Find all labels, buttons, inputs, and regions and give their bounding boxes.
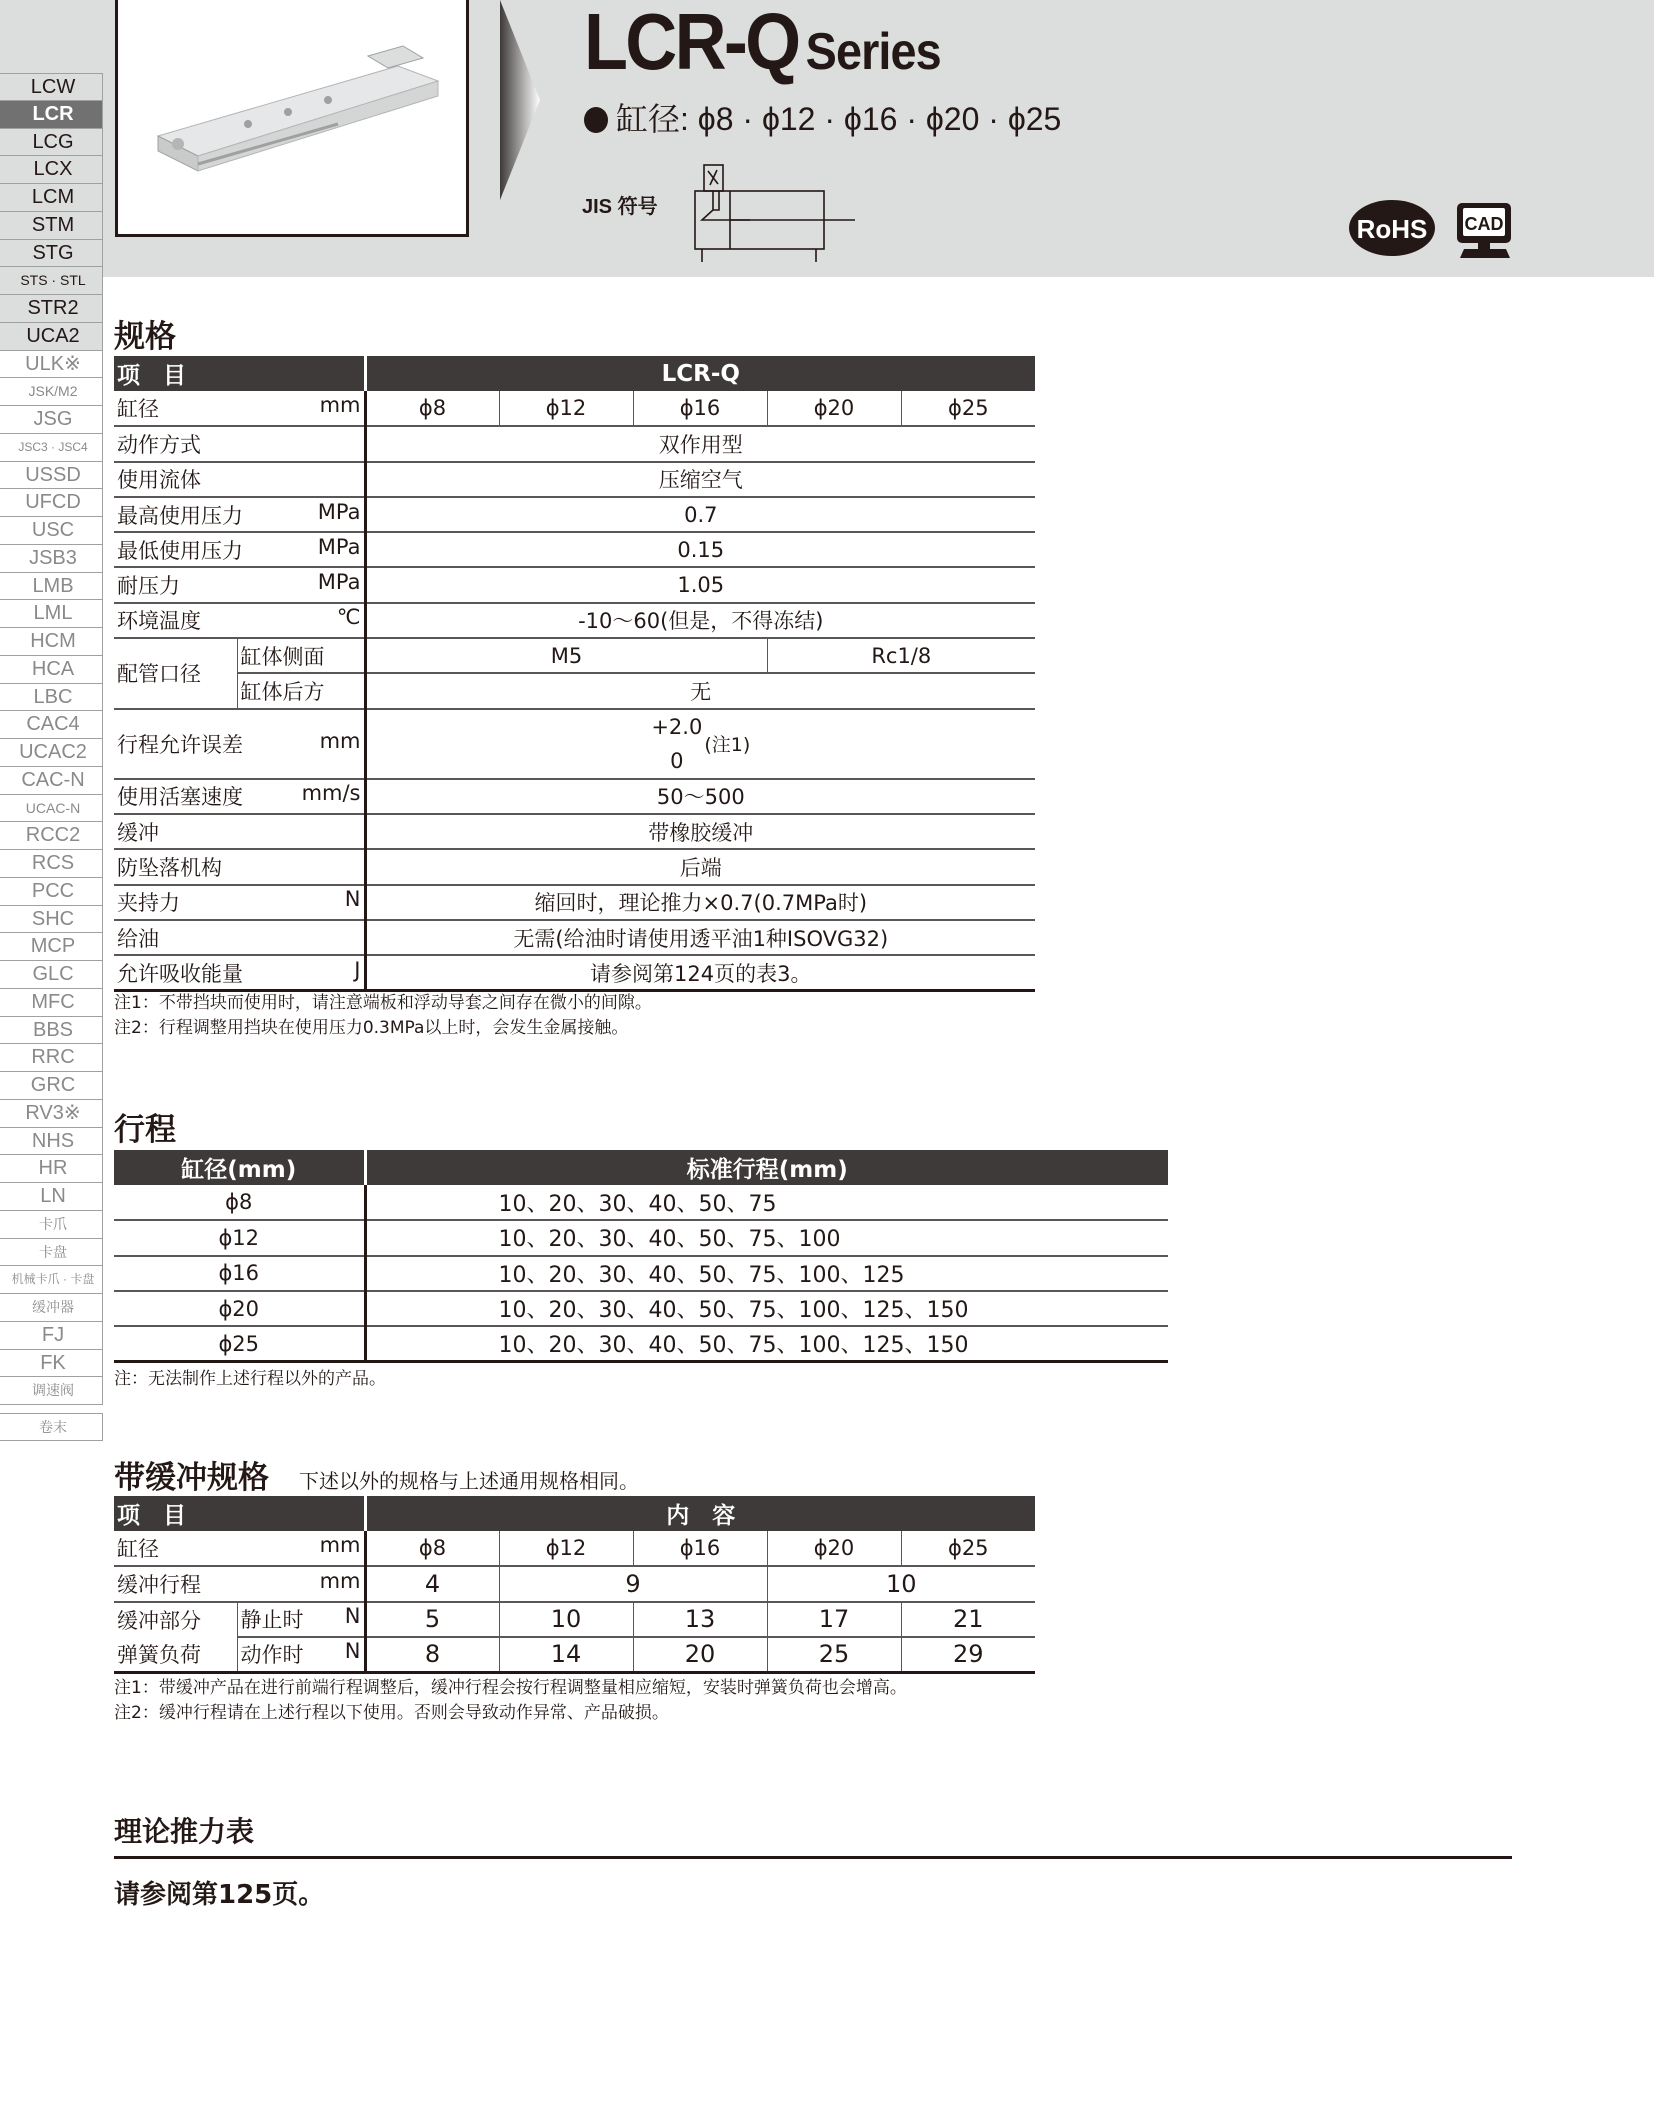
bore-cell: ϕ16 <box>633 391 767 426</box>
sidebar-item[interactable]: RV3※ <box>0 1100 103 1128</box>
cushion-subtitle: 下述以外的规格与上述通用规格相同。 <box>299 1469 639 1493</box>
row-label: 动作方式 <box>117 432 201 457</box>
sidebar-item[interactable]: JSG <box>0 406 103 434</box>
table-row <box>114 709 1035 779</box>
table-row <box>114 885 1035 920</box>
table-row <box>114 1566 1035 1601</box>
model-name: LCR-Q <box>584 0 799 86</box>
specs-header-row <box>114 356 1035 391</box>
bore-cell: ϕ20 <box>114 1291 365 1326</box>
sidebar-item[interactable]: STM <box>0 212 103 240</box>
sidebar-item[interactable]: FJ <box>0 1322 103 1350</box>
sidebar-item[interactable]: PCC <box>0 878 103 906</box>
value-cell: -10～60(但是，不得冻结) <box>365 603 1035 638</box>
row-unit: MPa <box>317 570 361 595</box>
product-image-frame <box>115 0 469 237</box>
header-item: 项 目 <box>114 1496 365 1531</box>
table-row <box>114 603 1035 638</box>
sidebar-item[interactable]: 卡爪 <box>0 1211 103 1239</box>
sidebar-item[interactable]: USC <box>0 517 103 545</box>
value-cell: Rc1/8 <box>767 638 1035 673</box>
row-label: 允许吸收能量 <box>117 961 243 986</box>
table-row <box>114 638 1035 673</box>
cushion-note-1: 注1：带缓冲产品在进行前端行程调整后，缓冲行程会按行程调整量相应缩短，安装时弹簧负荷也会增高。 <box>114 1678 907 1698</box>
value-cell: 带橡胶缓冲 <box>365 814 1035 849</box>
table-row <box>114 1531 1035 1566</box>
row-unit: mm/s <box>301 781 361 806</box>
value-cell: 无 <box>365 673 1035 708</box>
sidebar-item[interactable]: HCA <box>0 656 103 684</box>
table-row <box>114 673 1035 708</box>
row-unit: mm <box>319 1568 361 1593</box>
value-cell: 无需(给油时请使用透平油1种ISOVG32) <box>365 920 1035 955</box>
sidebar-item[interactable]: JSC3 · JSC4 <box>0 434 103 462</box>
row-sublabel: 静止时 <box>240 1608 304 1633</box>
specs-note-1: 注1：不带挡块而使用时，请注意端板和浮动导套之间存在微小的间隙。 <box>114 993 652 1013</box>
header-item: 项 目 <box>114 356 365 391</box>
sidebar-item[interactable]: UCAC2 <box>0 739 103 767</box>
header-stroke: 标准行程(mm) <box>365 1150 1168 1185</box>
table-row <box>114 567 1035 602</box>
table-row <box>114 1185 1168 1220</box>
value-cell: 请参阅第124页的表3。 <box>365 955 1035 990</box>
value-cell: 17 <box>767 1602 901 1637</box>
bore-cell: ϕ25 <box>901 391 1035 426</box>
bore-cell: ϕ25 <box>114 1326 365 1361</box>
value-cell: 21 <box>901 1602 1035 1637</box>
value-cell: M5 <box>365 638 767 673</box>
row-unit: MPa <box>317 534 361 559</box>
sidebar-item[interactable]: RCS <box>0 850 103 878</box>
sidebar-item[interactable]: LN <box>0 1183 103 1211</box>
row-unit: mm <box>319 393 361 418</box>
cushion-note-2: 注2：缓冲行程请在上述行程以下使用。否则会导致动作异常、产品破损。 <box>114 1703 669 1723</box>
value-cell: 25 <box>767 1637 901 1672</box>
table-row <box>114 1220 1168 1255</box>
sidebar-item[interactable]: 调速阀 <box>0 1377 103 1405</box>
thrust-reference-link[interactable]: 请参阅第125页。 <box>114 1880 325 1910</box>
header-bore: 缸径(mm) <box>114 1150 365 1185</box>
row-label: 缓冲行程 <box>117 1572 201 1597</box>
value-cell: 50～500 <box>365 779 1035 814</box>
row-label: 夹持力 <box>117 891 180 916</box>
value-cell: 10 <box>499 1602 633 1637</box>
value-cell: 0.15 <box>365 532 1035 567</box>
bore-cell: ϕ25 <box>901 1531 1035 1566</box>
sidebar-item[interactable]: STS · STL <box>0 267 103 295</box>
table-row <box>114 532 1035 567</box>
row-label: 弹簧负荷 <box>114 1637 237 1672</box>
sidebar-item[interactable]: LBC <box>0 684 103 712</box>
value-cell: 5 <box>365 1602 499 1637</box>
value-cell: 4 <box>365 1566 499 1601</box>
row-unit: J <box>354 957 361 982</box>
sidebar-item[interactable]: LML <box>0 600 103 628</box>
specs-section-title: 规格 <box>114 319 176 355</box>
sidebar-item[interactable]: FK <box>0 1350 103 1378</box>
product-image <box>138 36 448 176</box>
sidebar-item[interactable]: LCX <box>0 156 103 184</box>
bore-cell: ϕ20 <box>767 391 901 426</box>
bore-cell: ϕ12 <box>114 1220 365 1255</box>
table-row <box>114 462 1035 497</box>
row-unit: N <box>344 1639 361 1664</box>
row-unit: N <box>344 887 361 912</box>
bore-summary-label: 缸径: <box>616 101 689 137</box>
sidebar-item[interactable]: UFCD <box>0 489 103 517</box>
value-cell: 14 <box>499 1637 633 1672</box>
row-label: 使用活塞速度 <box>117 785 243 810</box>
sidebar-item[interactable]: JSK/M2 <box>0 378 103 406</box>
svg-text:CAD: CAD <box>1464 214 1504 234</box>
sidebar-item[interactable]: CAC-N <box>0 767 103 795</box>
sidebar-item[interactable]: RRC <box>0 1044 103 1072</box>
table-row <box>114 1256 1168 1291</box>
row-label: 缸径 <box>117 397 159 422</box>
stroke-header-row <box>114 1150 1168 1185</box>
section-arrow-icon <box>500 0 540 200</box>
stroke-note: 注：无法制作上述行程以外的产品。 <box>114 1369 386 1389</box>
sidebar-item[interactable]: USSD <box>0 462 103 490</box>
value-cell: 20 <box>633 1637 767 1672</box>
cushion-header-row <box>114 1496 1035 1531</box>
specs-table <box>114 356 1035 992</box>
tolerance-upper: +2.0 <box>651 714 703 739</box>
header-content: 内 容 <box>365 1496 1035 1531</box>
specs-note-2: 注2：行程调整用挡块在使用压力0.3MPa以上时，会发生金属接触。 <box>114 1018 629 1038</box>
row-unit: N <box>344 1604 361 1629</box>
header-model: LCR-Q <box>365 356 1035 391</box>
row-label: 使用流体 <box>117 468 201 493</box>
bore-cell: ϕ8 <box>365 1531 499 1566</box>
thrust-divider <box>114 1856 1512 1859</box>
sidebar-item[interactable]: CAC4 <box>0 711 103 739</box>
table-row <box>114 391 1035 426</box>
table-row <box>114 1326 1168 1361</box>
sidebar-item[interactable]: JSB3 <box>0 545 103 573</box>
sidebar-item-end[interactable]: 卷末 <box>0 1413 103 1441</box>
sidebar-item[interactable]: SHC <box>0 906 103 934</box>
row-label: 最低使用压力 <box>117 538 243 563</box>
sidebar-item[interactable]: UCA2 <box>0 323 103 351</box>
row-unit: MPa <box>317 499 361 524</box>
bore-cell: ϕ20 <box>767 1531 901 1566</box>
cushion-table <box>114 1496 1035 1674</box>
bore-cell: ϕ8 <box>365 391 499 426</box>
value-cell: 8 <box>365 1637 499 1672</box>
row-unit: mm <box>319 728 361 753</box>
value-cell: 9 <box>499 1566 767 1601</box>
bullet-icon <box>584 107 608 133</box>
tolerance-note: (注1) <box>704 734 751 757</box>
sidebar-item[interactable]: ULK※ <box>0 351 103 379</box>
row-label: 配管口径 <box>114 638 237 709</box>
sidebar-item[interactable]: NHS <box>0 1128 103 1156</box>
rohs-badge-icon <box>1348 199 1436 257</box>
row-label: 环境温度 <box>117 609 201 634</box>
table-row <box>114 955 1035 990</box>
sidebar-item[interactable]: LCR <box>0 101 103 129</box>
jis-symbol-label: JIS 符号 <box>582 196 658 218</box>
sidebar-item[interactable]: RCC2 <box>0 822 103 850</box>
cad-badge-icon <box>1454 201 1516 259</box>
bore-cell: ϕ16 <box>114 1256 365 1291</box>
row-label: 缓冲部分 <box>117 1608 201 1633</box>
row-label: 缓冲 <box>117 820 159 845</box>
bore-summary <box>584 94 1061 140</box>
value-cell: 双作用型 <box>365 426 1035 461</box>
row-label: 给油 <box>117 926 159 951</box>
stroke-values: 10、20、30、40、50、75、100、125、150 <box>365 1291 1168 1326</box>
tolerance-value <box>651 710 750 778</box>
series-index-sidebar <box>0 73 103 1441</box>
sidebar-item[interactable]: STR2 <box>0 295 103 323</box>
row-unit: mm <box>319 1533 361 1558</box>
sidebar-item[interactable]: UCAC-N <box>0 795 103 823</box>
jis-cylinder-symbol-icon <box>690 162 870 272</box>
value-cell: 压缩空气 <box>365 462 1035 497</box>
sidebar-item[interactable]: 机械卡爪 · 卡盘 <box>0 1266 103 1294</box>
sidebar-item[interactable]: HCM <box>0 628 103 656</box>
cushion-title-text: 带缓冲规格 <box>114 1460 269 1496</box>
table-row <box>114 1637 1035 1672</box>
stroke-values: 10、20、30、40、50、75 <box>365 1185 1168 1220</box>
stroke-table <box>114 1150 1168 1363</box>
sidebar-item[interactable]: 卡盘 <box>0 1239 103 1267</box>
bore-cell: ϕ12 <box>499 1531 633 1566</box>
series-label: Series <box>805 23 941 81</box>
sidebar-item[interactable]: LMB <box>0 573 103 601</box>
stroke-values: 10、20、30、40、50、75、100 <box>365 1220 1168 1255</box>
row-label: 耐压力 <box>117 574 180 599</box>
row-unit: ℃ <box>336 605 361 630</box>
table-row <box>114 1602 1035 1637</box>
row-label: 行程允许误差 <box>117 732 243 757</box>
table-row <box>114 814 1035 849</box>
bore-cell: ϕ16 <box>633 1531 767 1566</box>
row-sublabel: 缸体侧面 <box>237 638 365 673</box>
value-cell: 10 <box>767 1566 1035 1601</box>
sidebar-item[interactable]: 缓冲器 <box>0 1294 103 1322</box>
cushion-section-title <box>114 1452 639 1497</box>
sidebar-item[interactable]: STG <box>0 240 103 268</box>
sidebar-item[interactable]: MFC <box>0 989 103 1017</box>
table-row <box>114 779 1035 814</box>
table-row <box>114 849 1035 884</box>
sidebar-item[interactable]: LCW <box>0 73 103 101</box>
row-label: 缸径 <box>117 1537 159 1562</box>
row-sublabel: 缸体后方 <box>237 673 365 708</box>
sidebar-item[interactable]: LCG <box>0 129 103 157</box>
value-cell: 13 <box>633 1602 767 1637</box>
row-sublabel: 动作时 <box>240 1643 304 1668</box>
table-row <box>114 426 1035 461</box>
svg-text:RoHS: RoHS <box>1356 214 1428 244</box>
sidebar-item[interactable]: HR <box>0 1155 103 1183</box>
value-cell: 29 <box>901 1637 1035 1672</box>
stroke-values: 10、20、30、40、50、75、100、125、150 <box>365 1326 1168 1361</box>
row-label: 最高使用压力 <box>117 503 243 528</box>
value-cell: 0.7 <box>365 497 1035 532</box>
sidebar-item[interactable]: BBS <box>0 1017 103 1045</box>
stroke-values: 10、20、30、40、50、75、100、125 <box>365 1256 1168 1291</box>
thrust-section-title: 理论推力表 <box>114 1815 255 1848</box>
table-row <box>114 920 1035 955</box>
sidebar-item[interactable]: MCP <box>0 933 103 961</box>
sidebar-item[interactable]: GLC <box>0 961 103 989</box>
row-label: 防坠落机构 <box>117 855 222 880</box>
stroke-section-title: 行程 <box>114 1112 176 1148</box>
sidebar-item[interactable]: LCM <box>0 184 103 212</box>
value-cell: 缩回时，理论推力×0.7(0.7MPa时) <box>365 885 1035 920</box>
bore-cell: ϕ12 <box>499 391 633 426</box>
table-row <box>114 497 1035 532</box>
tolerance-lower: 0 <box>670 748 684 773</box>
page-title <box>584 0 941 88</box>
bore-cell: ϕ8 <box>114 1185 365 1220</box>
value-cell: 后端 <box>365 849 1035 884</box>
bore-summary-values: ϕ8 · ϕ12 · ϕ16 · ϕ20 · ϕ25 <box>697 101 1062 137</box>
value-cell: 1.05 <box>365 567 1035 602</box>
table-row <box>114 1291 1168 1326</box>
sidebar-item[interactable]: GRC <box>0 1072 103 1100</box>
